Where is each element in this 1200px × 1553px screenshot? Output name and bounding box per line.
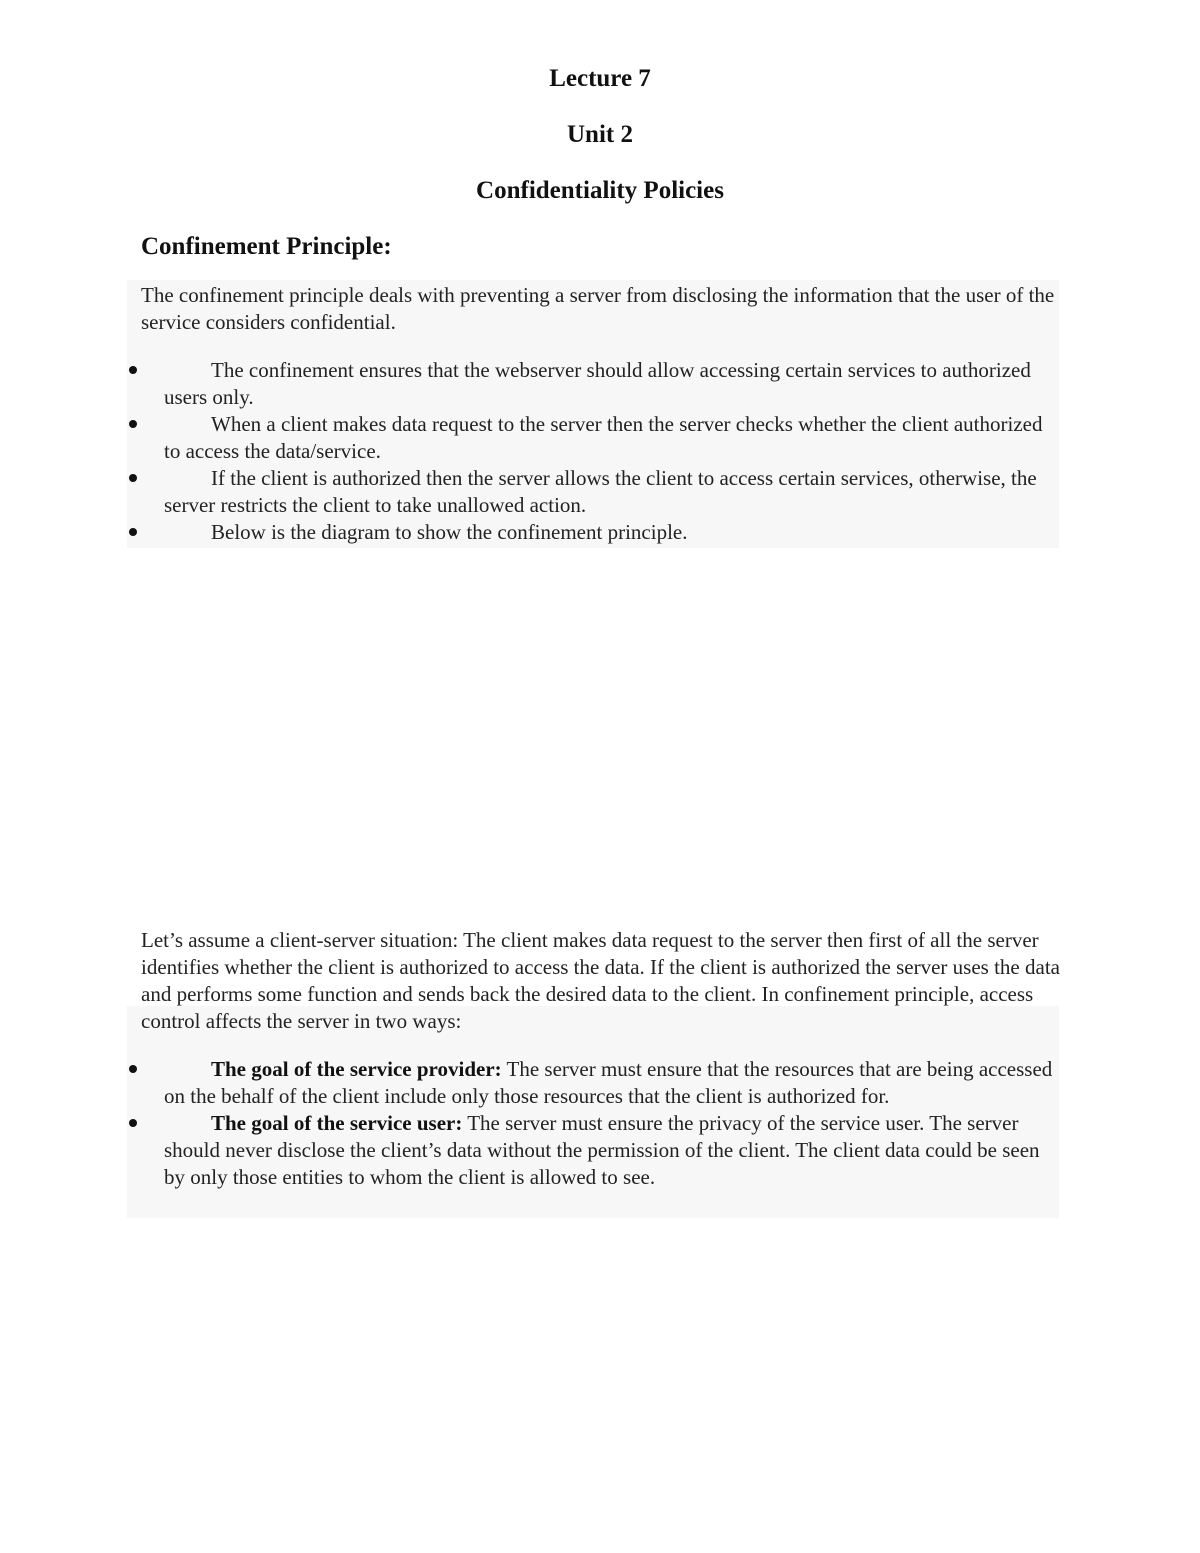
lecture-title: Lecture 7 bbox=[549, 65, 651, 92]
bullet-dot-icon bbox=[129, 1119, 137, 1127]
unit-title: Unit 2 bbox=[567, 121, 633, 148]
bullet-dot-icon bbox=[129, 366, 137, 374]
bullet-dot-icon bbox=[129, 420, 137, 428]
list-item bbox=[127, 357, 1059, 411]
topic-title: Confidentiality Policies bbox=[476, 177, 724, 204]
bullet-list-1 bbox=[127, 357, 1059, 546]
list-item-text: If the client is authorized then the server allows the client to access certain services, otherwise, the server restricts the client to take unallowed action. bbox=[164, 466, 1037, 517]
list-item-text: When a client makes data request to the server then the server checks whether the client authorized to access the data/service. bbox=[164, 412, 1043, 463]
list-item bbox=[127, 465, 1059, 519]
goal-user-label: The goal of the service user: bbox=[211, 1111, 463, 1135]
intro-paragraph: The confinement principle deals with preventing a server from disclosing the information that the user of the service considers confidential. bbox=[141, 283, 1055, 334]
list-item bbox=[127, 1110, 1059, 1191]
section-heading: Confinement Principle: bbox=[141, 233, 392, 260]
bullet-dot-icon bbox=[129, 528, 137, 536]
list-item bbox=[127, 1056, 1059, 1110]
scenario-paragraph: Let’s assume a client-server situation: The client makes data request to the server then first of all the server identifies whether the client is authorized to access the data. If the client is authorized the server uses the data and performs some function and sends back the desired data to the client. In confinement principle, access control affects the server in two ways: bbox=[141, 928, 1060, 1033]
bullet-dot-icon bbox=[129, 474, 137, 482]
list-item bbox=[127, 411, 1059, 465]
list-item-text: The confinement ensures that the webserver should allow accessing certain services to authorized users only. bbox=[164, 358, 1031, 409]
list-item-text: The server must ensure that the resources that are being accessed on the behalf of the client include only those resources that the client is authorized for. bbox=[164, 1057, 1053, 1108]
bullet-list-2 bbox=[127, 1056, 1059, 1191]
list-item bbox=[127, 519, 1059, 546]
list-item-text: The server must ensure the privacy of the service user. The server should never disclose the client’s data without the permission of the client. The client data could be seen by only those entities to whom the client is allowed to see. bbox=[164, 1111, 1040, 1189]
goal-provider-label: The goal of the service provider: bbox=[211, 1057, 502, 1081]
list-item-text: Below is the diagram to show the confinement principle. bbox=[211, 520, 688, 544]
diagram-placeholder bbox=[141, 560, 1061, 910]
bullet-dot-icon bbox=[129, 1065, 137, 1073]
